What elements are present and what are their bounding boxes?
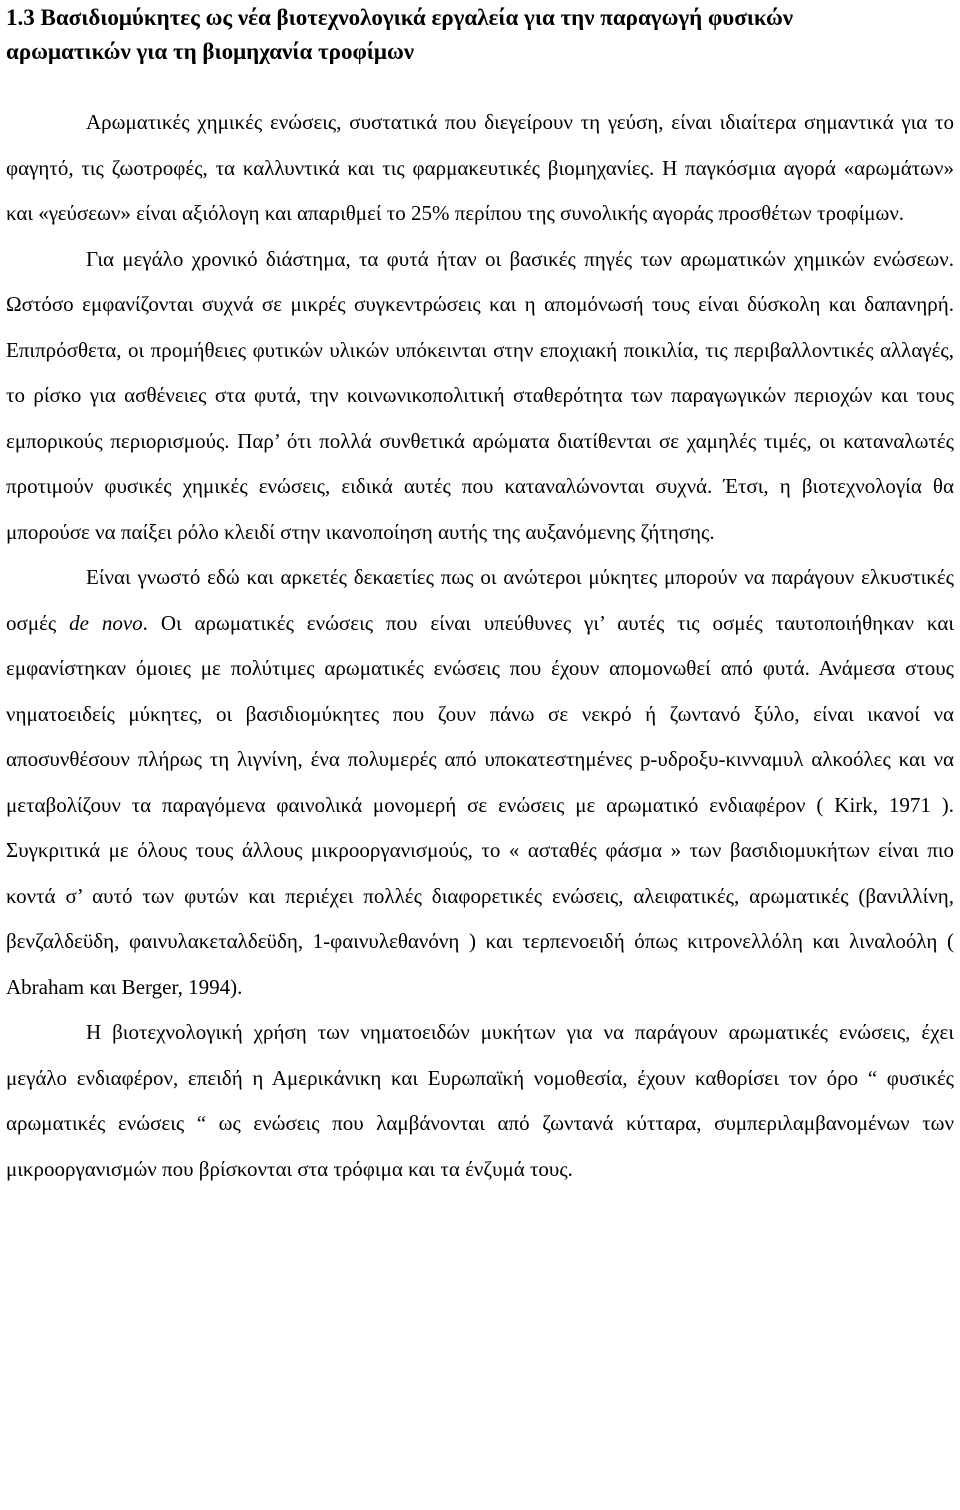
- paragraph-aromatic-compounds: Αρωματικές χημικές ενώσεις, συστατικά που διεγείρουν τη γεύση, είναι ιδιαίτερα σημαντικά για το φαγητό, τις ζωοτροφές, τα καλλυντικά και τις φαρμακευτικές βιομηχανίες. Η παγκόσμια αγορά «αρωμάτων» και «γεύσεων» είναι αξιόλογη και απαριθμεί το 25% περίπου της συνολικής αγοράς προσθέτων τροφίμων.: [6, 110, 954, 225]
- paragraph-higher-fungi-text-1: Είναι γνωστό εδώ και αρκετές δεκαετίες πως οι ανώτεροι μύκητες μπορούν να παράγουν ελκυστικές οσμές: [6, 565, 954, 635]
- paragraph-biotechnological-use: Η βιοτεχνολογική χρήση των νηματοειδών μυκήτων για να παράγουν αρωματικές ενώσεις, έχει μεγάλο ενδιαφέρον, επειδή η Αμερικάνικη και Ευρωπαϊκή νομοθεσία, έχουν καθορίσει τον όρο “ φυσικές αρωματικές ενώσεις “ ως ενώσεις που λαμβάνονται από ζωντανά κύτταρα, συμπεριλαμβανομένων των μικροοργανισμών που βρίσκονται στα τρόφιμα και τα ένζυμά τους.: [6, 1020, 954, 1181]
- paragraph-higher-fungi-text-2: . Οι αρωματικές ενώσεις που είναι υπεύθυνες γι’ αυτές τις οσμές ταυτοποιήθηκαν και εμφανίστηκαν όμοιες με πολύτιμες αρωματικές ενώσεις που έχουν απομονωθεί από φυτά. Ανάμεσα στους νηματοειδείς μύκητες, οι βασιδιομύκητες που ζουν πάνω σε νεκρό ή ζωντανό ξύλο, είναι ικανοί να αποσυνθέσουν πλήρως τη λιγνίνη, ένα πολυμερές από υποκατεστημένες p-υδροξυ-κινναμυλ αλκοόλες και να μεταβολίζουν τα παραγόμενα φαινολικά μονομερή σε ενώσεις με αρωματικό ενδιαφέρον ( Kirk, 1971 ). Συγκριτικά με όλους τους άλλους μικροοργανισμούς, το « ασταθές φάσμα » των βασιδιομυκήτων είναι πιο κοντά σ’ αυτό των φυτών και περιέχει πολλές διαφορετικές ενώσεις, αλειφατικές, αρωματικές (βανιλλίνη, βενζαλδεϋδη, φαινυλακεταλδεϋδη, 1-φαινυλεθανόνη ) και τερπενοειδή όπως κιτρονελλόλη και λιναλοόλη ( Abraham και Berger, 1994).: [6, 610, 954, 999]
- document-page: [6, 0, 954, 1192]
- section-heading: [6, 0, 954, 69]
- de-novo-italic: de novo: [69, 610, 143, 635]
- paragraph-higher-fungi: [6, 555, 954, 1010]
- section-heading-line-2: αρωματικών για τη βιομηχανία τροφίμων: [6, 39, 415, 64]
- section-heading-line-1: 1.3 Βασιδιομύκητες ως νέα βιοτεχνολογικά εργαλεία για την παραγωγή φυσικών: [6, 5, 794, 30]
- paragraph-plant-sources: Για μεγάλο χρονικό διάστημα, τα φυτά ήταν οι βασικές πηγές των αρωματικών χημικών ενώσεων. Ωστόσο εμφανίζονται συχνά σε μικρές συγκεντρώσεις και η απομόνωσή τους είναι δύσκολη και δαπανηρή. Επιπρόσθετα, οι προμήθειες φυτικών υλικών υπόκεινται στην εποχιακή ποικιλία, τις περιβαλλοντικές αλλαγές, το ρίσκο για ασθένειες στα φυτά, την κοινωνικοπολιτική σταθερότητα των παραγωγικών περιοχών και τους εμπορικούς περιορισμούς. Παρ’ ότι πολλά συνθετικά αρώματα διατίθενται σε χαμηλές τιμές, οι καταναλωτές προτιμούν φυσικές χημικές ενώσεις, ειδικά αυτές που καταναλώνονται συχνά. Έτσι, η βιοτεχνολογία θα μπορούσε να παίξει ρόλο κλειδί στην ικανοποίηση αυτής της αυξανόμενης ζήτησης.: [6, 246, 954, 544]
